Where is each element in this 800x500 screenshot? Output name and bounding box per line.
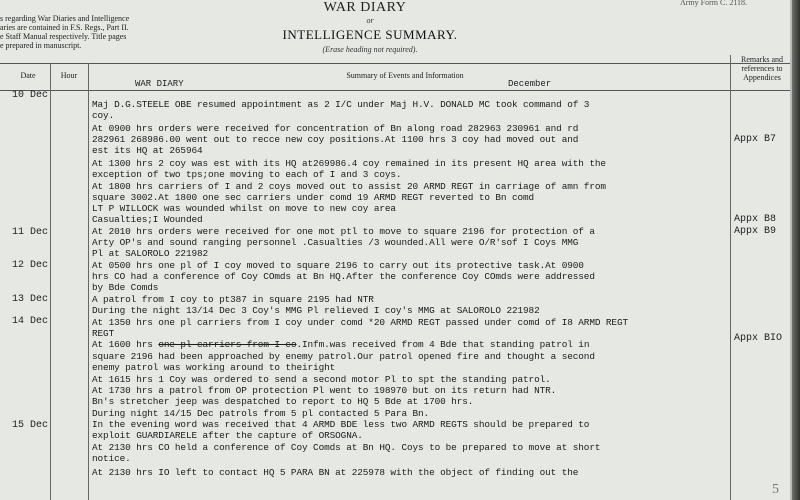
diary-line: At 1730 hrs a patrol from OP protection Pl went to 198970 but on its return had NTR. <box>92 385 557 396</box>
diary-line: Maj D.G.STEELE OBE resumed appointment as 2 I/C under Maj H.V. DONALD MC took command of 3 <box>92 99 590 110</box>
diary-line: coy. <box>92 110 115 121</box>
form-number: Army Form C. 2118. <box>680 0 748 7</box>
instructions-line: aries are contained in F.S. Regs., Part II. <box>0 23 129 32</box>
date-15-dec: 15 Dec <box>12 420 49 431</box>
title-or: or <box>366 16 374 25</box>
diary-line: Arty OP's and sound ranging personnel .Casualties /3 wounded.All were O/R'sof I Coys MMG <box>92 237 579 248</box>
diary-line-struck <box>92 339 589 350</box>
diary-line: A patrol from I coy to pt387 in square 2195 had NTR <box>92 294 374 305</box>
diary-line: At 1800 hrs carriers of I and 2 coys moved out to assist 20 ARMD REGT in carriage of amn from <box>92 181 606 192</box>
infm-text: .Infm.was received from 4 Bde that standing patrol in <box>296 339 590 350</box>
diary-line: At 2130 hrs IO left to contact HQ 5 PARA BN at 225978 with the object of finding out the <box>92 467 579 478</box>
time-text: At 1600 hrs <box>92 339 153 350</box>
page-number-mark: 5 <box>772 482 779 497</box>
remarks-col-rule <box>730 55 731 500</box>
diary-line: At 2130 hrs CO held a conference of Coy Comds at Bn HQ. Coys to be prepared to move at short <box>92 442 601 453</box>
col-date: Date <box>20 71 36 80</box>
appendix-ref: Appx B9 <box>734 226 777 237</box>
diary-line: Pl at SALOROLO 221982 <box>92 248 209 259</box>
date-10-dec: 10 Dec <box>12 90 49 101</box>
diary-line: LT P WILLOCK was wounded whilst on move to new coy area <box>92 203 396 214</box>
table-top-rule <box>0 63 790 64</box>
hour-col-rule <box>88 63 89 500</box>
diary-line: enemy patrol was working around to theiright <box>92 362 336 373</box>
war-diary-label: WAR DIARY <box>135 79 184 89</box>
diary-line: hrs CO had a conference of Coy COmds at Bn HQ.After the conference Coy COmds were addressed <box>92 271 595 282</box>
instructions-line: e Staff Manual respectively. Title pages <box>0 32 127 41</box>
diary-line: by Bde Comds <box>92 282 159 293</box>
appendix-ref: Appx BIO <box>734 333 783 344</box>
diary-line: At 0500 hrs one pl of I coy moved to square 2196 to carry out its protective task.At 0900 <box>92 260 584 271</box>
diary-line: exploit GUARDIARELE after the capture of ORSOGNA. <box>92 430 363 441</box>
col-summary: Summary of Events and Information <box>346 71 464 80</box>
instructions-line: s regarding War Diaries and Intelligence <box>0 14 130 23</box>
diary-line: During the night 13/14 Dec 3 Coy's MMG Pl relieved I coy's MMG at SALOROLO 221982 <box>92 305 540 316</box>
date-11-dec: 11 Dec <box>12 227 49 238</box>
instructions-text <box>0 14 190 50</box>
diary-line: square 2196 had been approached by enemy patrol.Our patrol opened fire and thought a second <box>92 351 595 362</box>
diary-line: square 3002.At 1800 one sec carriers under comd 19 ARMD REGT reverted to Bn comd <box>92 192 535 203</box>
diary-line: est its HQ at 265964 <box>92 145 203 156</box>
diary-line: notice. <box>92 453 131 464</box>
month-label: December <box>508 79 552 89</box>
diary-line: REGT <box>92 328 115 339</box>
page-title: WAR DIARY <box>323 0 407 15</box>
date-col-rule <box>50 63 51 500</box>
date-14-dec: 14 Dec <box>12 316 49 327</box>
header-bottom-rule <box>0 90 790 91</box>
diary-line: exception of two tps;one moving to each of I and 3 coys. <box>92 169 402 180</box>
diary-line: At 0900 hrs orders were received for concentration of Bn along road 282963 230961 and rd <box>92 123 579 134</box>
diary-line: During night 14/15 Dec patrols from 5 pl contacted 5 Para Bn. <box>92 408 430 419</box>
diary-line: Casualties;I Wounded <box>92 214 203 225</box>
diary-line: At 2010 hrs orders were received for one mot ptl to move to square 2196 for protection of a <box>92 226 595 237</box>
diary-line: Bn's stretcher jeep was despatched to report to HQ 5 Bde at 1700 hrs. <box>92 396 474 407</box>
appendix-ref: Appx B7 <box>734 134 777 145</box>
col-remarks: Remarks and references to Appendices <box>741 55 783 82</box>
page-subtitle: INTELLIGENCE SUMMARY. <box>282 27 458 42</box>
diary-line: 282961 268986.00 went out to recce new coy positions.At 1100 hrs 3 coy had moved out and <box>92 134 579 145</box>
page-edge-shadow <box>792 0 800 500</box>
appendix-ref: Appx B8 <box>734 214 777 225</box>
diary-line: In the evening word was received that 4 ARMD BDE less two ARMD REGTS should be prepared to <box>92 419 590 430</box>
diary-line: At 1300 hrs 2 coy was est with its HQ at269986.4 coy remained in its present HQ area with the <box>92 158 606 169</box>
col-hour: Hour <box>60 71 78 80</box>
diary-line: At 1615 hrs 1 Coy was ordered to send a second motor Pl to spt the standing patrol. <box>92 374 551 385</box>
date-12-dec: 12 Dec <box>12 260 49 271</box>
diary-line: At 1350 hrs one pl carriers from I coy under comd *20 ARMD REGT passed under comd of I8 ARMD REGT <box>92 317 629 328</box>
date-13-dec: 13 Dec <box>12 294 49 305</box>
erase-note: (Erase heading not required). <box>322 45 418 54</box>
instructions-line: e prepared in manuscript. <box>0 41 82 50</box>
struck-text: one pl carriers from I co <box>158 339 297 350</box>
